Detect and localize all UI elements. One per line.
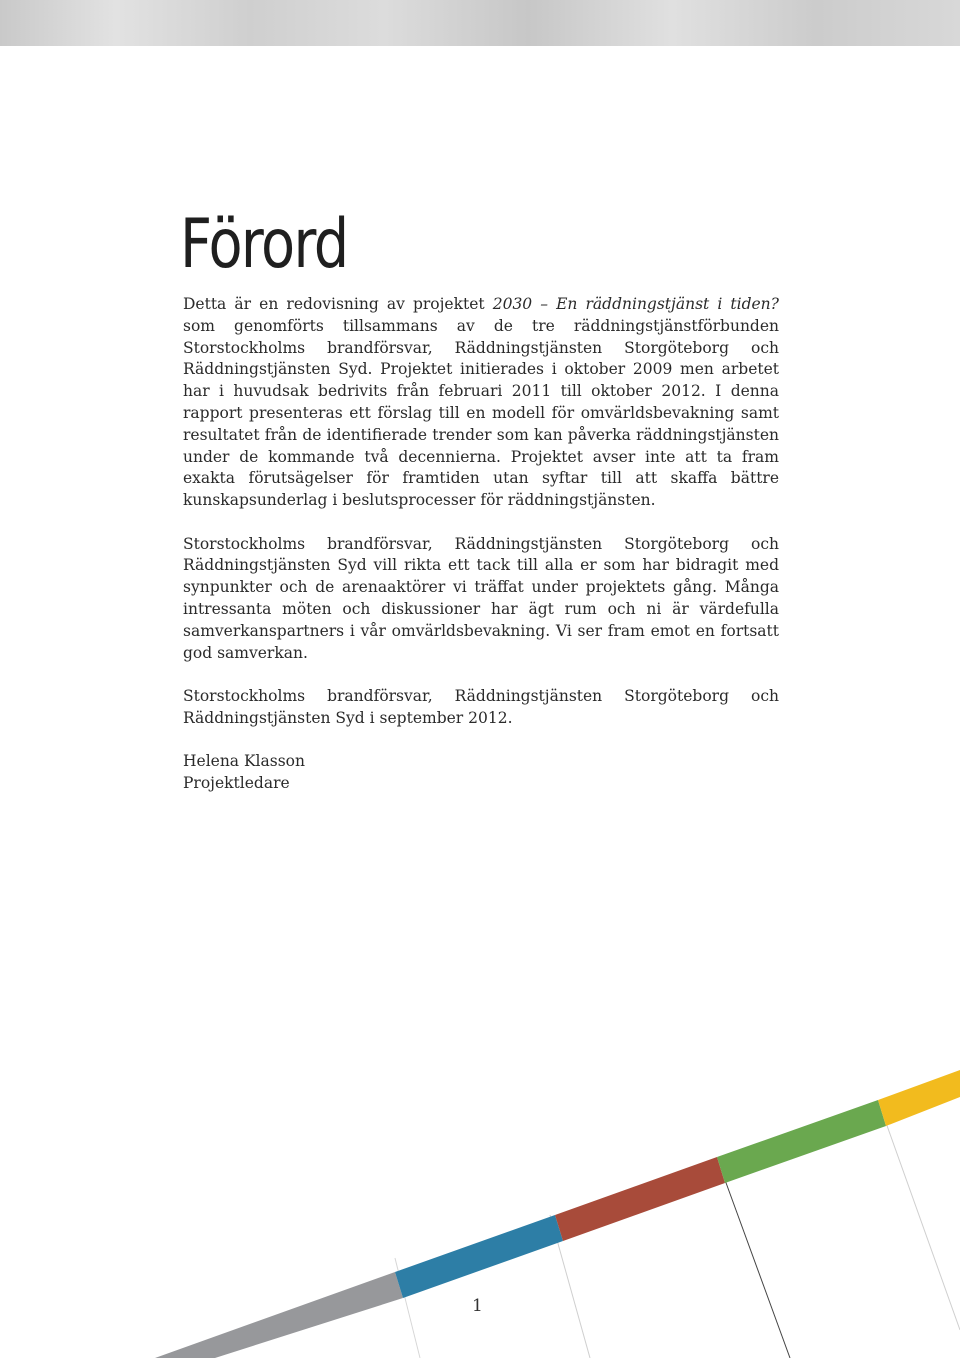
top-gray-band — [0, 0, 960, 46]
stripe-segment-green — [717, 1100, 886, 1183]
guide-line — [885, 1120, 960, 1330]
guide-line — [725, 1180, 790, 1358]
intro-text-rest: som genomförts tillsammans av de tre räddningstjänstförbunden Storstockholms brandförsvar, Räddningstjänsten Storgöteborg och Räddningstjänsten Syd. Projektet initierades i oktober 2009 men arbetet har i huvudsak bedrivits från februari 2011 till oktober 2012. I denna rapport presenteras ett förslag till en modell för omvärldsbevakning samt resultatet från de identifierade trender som kan påverka räddningstjänsten under de kommande två decennierna. Projektet avser inte att ta fram exakta förutsägelser för framtiden utan syftar till att skaffa bättre kunskapsunderlag i beslutsprocesser för räddningstjänsten. — [183, 316, 779, 510]
page-title: Förord — [180, 205, 348, 284]
stripe-segment-blue — [395, 1215, 563, 1298]
project-name: 2030 – En räddningstjänst i tiden? — [492, 295, 779, 313]
stripe-segment-yellow — [878, 1070, 960, 1126]
closing-paragraph: Storstockholms brandförsvar, Räddningstjänsten Storgöteborg och Räddningstjänsten Syd i september 2012. — [183, 687, 779, 727]
intro-paragraph — [183, 294, 779, 512]
stripe-segment-gray — [155, 1272, 403, 1358]
stripe-segment-red — [555, 1157, 725, 1241]
signature-role: Projektledare — [183, 774, 290, 793]
intro-text-start: Detta är en redovisning av projektet — [183, 295, 493, 313]
thanks-paragraph: Storstockholms brandförsvar, Räddningstjänsten Storgöteborg och Räddningstjänsten Syd vill rikta ett tack till alla er som har bidragit med synpunkter och de arenaaktörer vi träffat under projektets gång. Många intressanta möten och diskussioner har ägt rum och ni är värdefulla samverkanspartners i vår omvärldsbevakning. Vi ser fram emot en fortsatt god samverkan. — [183, 534, 779, 662]
signature — [183, 751, 779, 795]
body-text — [183, 294, 779, 795]
signature-name: Helena Klasson — [183, 752, 305, 771]
page-number: 1 — [472, 1296, 483, 1316]
